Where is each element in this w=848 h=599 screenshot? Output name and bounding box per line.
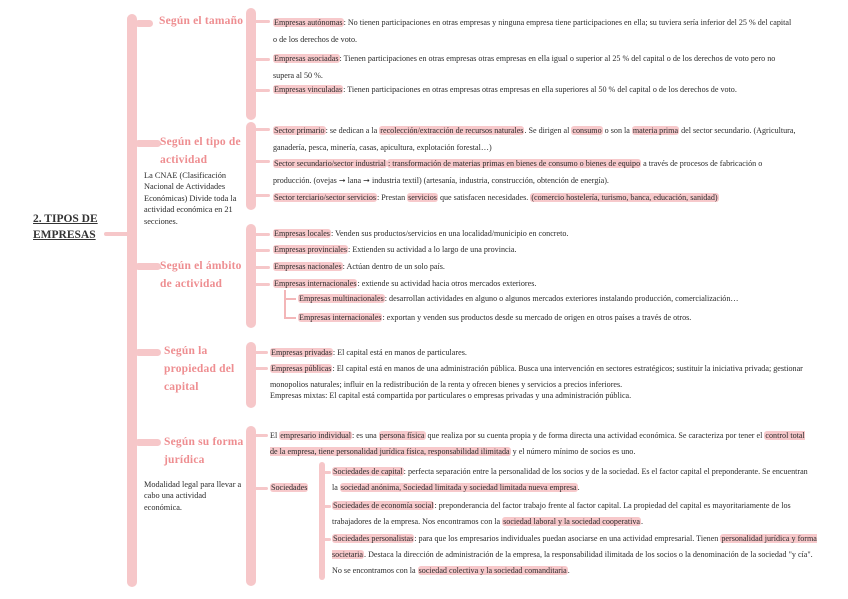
connector-juridica <box>135 439 161 446</box>
tick <box>254 266 270 269</box>
tick <box>254 160 270 163</box>
tick <box>254 128 270 131</box>
term: Sociedades de economía social <box>333 501 434 510</box>
tick <box>254 249 270 252</box>
highlight: control total de la empresa, tiene personalidad jurídica física, responsabilidad ilimitada <box>270 431 805 456</box>
tick <box>254 233 270 236</box>
item-empresas-privadas <box>270 345 810 361</box>
term: Empresas locales <box>274 229 330 238</box>
category-juridica: Según su forma jurídica <box>164 436 244 466</box>
item-sociedades-personalistas <box>332 531 817 579</box>
term: Sector secundario/sector industrial <box>274 159 386 168</box>
item-empresario-individual <box>270 428 810 460</box>
desc: o son la <box>602 126 632 135</box>
sub-tick <box>284 298 296 300</box>
item-empresas-internacionales <box>273 276 793 292</box>
term: Empresas privadas <box>271 348 332 357</box>
desc: : se dedican a la <box>325 126 380 135</box>
tick <box>254 194 270 197</box>
category-tamano: Según el tamaño <box>159 15 244 27</box>
tick <box>254 20 270 23</box>
item-sociedades-economia-social <box>332 498 812 530</box>
item-empresas-provinciales <box>273 242 793 258</box>
bracket-sociedades <box>319 462 325 580</box>
term: Empresas vinculadas <box>274 85 343 94</box>
category-propiedad: Según la propiedad del capital <box>164 345 235 393</box>
desc: : Prestan <box>377 193 408 202</box>
desc: que realiza por su cuenta propia y de forma directa una actividad económica. Se caracteriza por tener el <box>425 431 765 440</box>
desc: . <box>641 517 644 526</box>
tick <box>254 283 270 286</box>
category-ambito: Según el ámbito de actividad <box>160 260 242 290</box>
desc: . <box>577 483 580 492</box>
tick <box>254 434 268 437</box>
connector-tamano <box>135 20 153 27</box>
desc: : es una <box>352 431 379 440</box>
desc: : El capital está en manos de particulares. <box>332 348 467 357</box>
highlight: sociedad laboral y la sociedad cooperativa <box>503 517 640 526</box>
desc: . <box>567 566 570 575</box>
highlight: consumo <box>572 126 602 135</box>
category-actividad: Según el tipo de actividad <box>160 136 241 166</box>
term: Sociedades personalistas <box>333 534 414 543</box>
item-sector-primario <box>273 122 798 156</box>
bracket-ambito <box>246 224 256 328</box>
desc: : No tienen participaciones en otras empresas y ninguna empresa tiene participaciones en ella; su tuviera sería inferior del 25 % del capital o de los derechos de voto. <box>273 18 792 44</box>
tick <box>254 351 268 354</box>
item-sector-secundario <box>273 155 798 189</box>
tick <box>323 505 331 508</box>
desc: : para que los empresarios individuales puedan asociarse en una actividad empresarial. Tienen <box>414 534 721 543</box>
term: Empresas provinciales <box>274 245 348 254</box>
desc: : Venden sus productos/servicios en una localidad/municipio en concreto. <box>330 229 569 238</box>
desc: . Se dirigen al <box>524 126 572 135</box>
connector-actividad <box>135 140 161 147</box>
desc: El <box>270 431 280 440</box>
highlight: empresario individual <box>280 431 352 440</box>
highlight: persona física <box>379 431 425 440</box>
desc: : Extienden su actividad a lo largo de una provincia. <box>348 245 517 254</box>
desc: y el número mínimo de socios es uno. <box>510 447 636 456</box>
main-spine <box>127 14 137 587</box>
item-empresas-asociadas <box>273 50 793 84</box>
tick <box>323 538 331 541</box>
desc: : El capital está en manos de una administración pública. Busca una intervención en sectores estratégicos; sustituir la iniciativa privada; gestionar monopolios naturales; influir en la redistribución de la renta y ofrecen bienes y servicios a precios inferiores. <box>270 364 803 389</box>
desc: : preponderancia del factor trabajo frente al factor capital. La propiedad del capital es mayoritariamente de los trabajadores de la empresa. Nos encontramos con la <box>332 501 791 526</box>
term: Empresas multinacionales <box>299 294 384 303</box>
desc: que satisfacen necesidades. <box>437 193 531 202</box>
term: Empresas internacionales <box>299 313 382 322</box>
term: Empresas internacionales <box>274 279 357 288</box>
connector-ambito <box>135 263 161 270</box>
desc: : Actúan dentro de un solo país. <box>342 262 445 271</box>
item-empresas-multinacionales <box>298 291 828 307</box>
item-empresas-internacionales-export <box>298 310 828 326</box>
item-empresas-vinculadas <box>273 81 793 98</box>
item-empresas-locales <box>273 226 793 242</box>
item-sociedades-capital <box>332 464 812 496</box>
highlight: recolección/extracción de recursos naturales <box>380 126 524 135</box>
desc: : Tienen participaciones en otras empresas otras empresas en ella igual o superior al 25 % del capital o de los derechos de voto pero no supera al 50 %. <box>273 54 776 80</box>
highlight: sociedad anónima, Sociedad limitada y sociedad limitada nueva empresa <box>340 483 577 492</box>
item-empresas-nacionales <box>273 259 793 275</box>
desc: : desarrollan actividades en alguno o algunos mercados exteriores instalando producción, comercialización… <box>384 294 739 303</box>
term: Sociedades <box>271 483 308 492</box>
highlight: materia prima <box>632 126 679 135</box>
note-forma-juridica: Modalidad legal para llevar a cabo una actividad económica. <box>144 480 242 512</box>
term: Empresas autónomas <box>274 18 343 27</box>
highlight: sociedad colectiva y la sociedad comanditaria <box>418 566 567 575</box>
highlight: servicios <box>408 193 437 202</box>
root-title: 2. TIPOS DE EMPRESAS <box>33 213 98 241</box>
tick <box>254 487 268 490</box>
term: Sector primario <box>274 126 325 135</box>
tick <box>323 471 331 474</box>
tick <box>254 367 268 370</box>
item-empresas-mixtas: Empresas mixtas: El capital está compartida por particulares o empresas privadas y una administración pública. <box>270 391 632 400</box>
desc: . Destaca la dirección de administración de la empresa, la responsabilidad ilimitada de los socios o la denominación de la sociedad "y cía". No se encontramos con la <box>332 550 813 575</box>
term: Sociedades de capital <box>333 467 403 476</box>
desc: : Tienen participaciones en otras empresas otras empresas en ella superiores al 50 % del capital o de los derechos de voto. <box>343 85 737 94</box>
item-sector-terciario <box>273 189 808 206</box>
sub-connector <box>284 290 286 318</box>
desc: a través de procesos de fabricación o producción. (ovejas ➞ lana ➞ industria textil) (artesanía, industria, construcción, obtención de energía). <box>273 159 763 185</box>
sub-tick <box>284 317 296 319</box>
desc: : exportan y venden sus productos desde su mercado de origen en otros países a través de otros. <box>382 313 692 322</box>
tick <box>254 58 270 61</box>
desc: : perfecta separación entre la personalidad de los socios y de la sociedad. Es el factor capital el preponderante. Se encuentran la <box>332 467 808 492</box>
highlight: (comercio hostelería, turismo, banca, educación, sanidad) <box>531 193 718 202</box>
label-sociedades <box>270 480 320 496</box>
bracket-tamano <box>246 8 256 120</box>
connector-propiedad <box>135 349 161 356</box>
term: Empresas asociadas <box>274 54 339 63</box>
tick <box>254 89 270 92</box>
term: Empresas públicas <box>271 364 332 373</box>
term: Sector terciario/sector servicios <box>274 193 377 202</box>
bracket-juridica <box>246 426 256 586</box>
highlight: : transformación de materias primas en bienes de consumo o bienes de equipo <box>387 159 641 168</box>
desc: del sector secundario. (Agricultura, ganadería, pesca, minería, casas, apicultura, explotación forestal…) <box>273 126 796 152</box>
desc: : extiende su actividad hacia otros mercados exteriores. <box>357 279 537 288</box>
item-empresas-autonomas <box>273 14 793 48</box>
term: Empresas nacionales <box>274 262 342 271</box>
note-cnae: La CNAE (Clasificación Nacional de Actividades Económicas) Divide toda la actividad económica en 21 secciones. <box>144 171 237 226</box>
highlight: personalidad jurídica y forma societaria <box>332 534 817 559</box>
